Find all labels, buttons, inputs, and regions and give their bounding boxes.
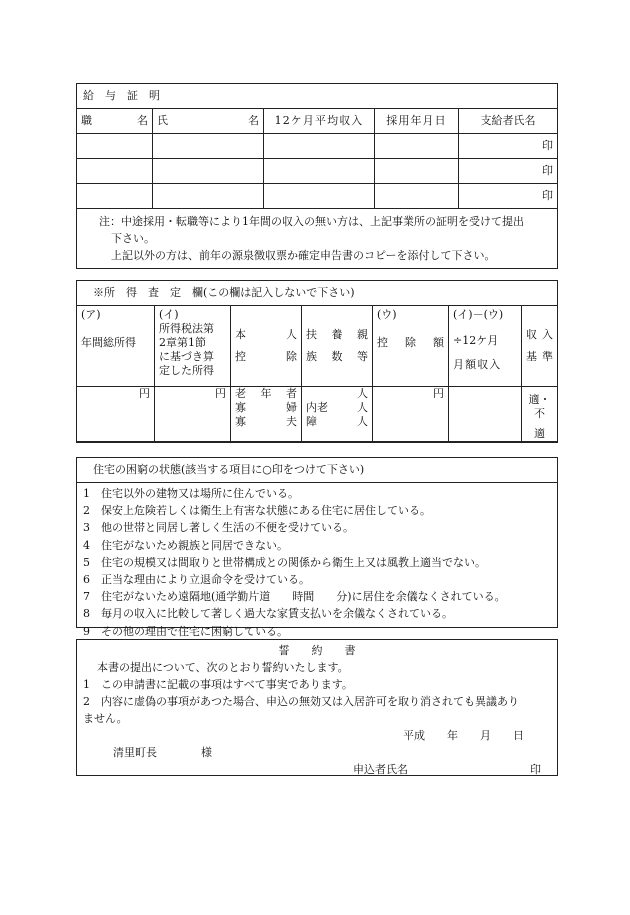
header-hire-date: 採用年月日 bbox=[375, 109, 459, 133]
col-self-deduction: 本 人 控 除 bbox=[231, 306, 302, 386]
income-assessment-section bbox=[76, 280, 558, 443]
header-avg-income: 12ケ月平均収入 bbox=[264, 109, 375, 133]
avg-income-cell[interactable] bbox=[264, 183, 375, 208]
avg-income-cell[interactable] bbox=[264, 133, 375, 158]
table-row bbox=[77, 386, 557, 441]
list-item[interactable]: 1 住宅以外の建物又は場所に住んでいる。 bbox=[83, 487, 299, 500]
col-annual-income: (ア) 年間総所得 bbox=[77, 306, 155, 386]
job-cell[interactable] bbox=[77, 133, 153, 158]
pledge-seal: 印 bbox=[530, 763, 541, 776]
seal-mark: 印 bbox=[459, 183, 558, 208]
col-deduction-amount: (ウ) 控 除 額 bbox=[373, 306, 449, 386]
taxable-income-value: 円 bbox=[155, 386, 231, 441]
eligibility-result: 適・不 適 bbox=[522, 386, 558, 441]
pledge-intro: 本書の提出について、次のとおり誓約いたします。 bbox=[97, 661, 349, 674]
table-row bbox=[77, 183, 557, 208]
list-item[interactable]: 5 住宅の規模又は間取りと世帯構成との関係から衛生上又は風教上適当でない。 bbox=[83, 555, 486, 569]
name-cell[interactable] bbox=[153, 158, 264, 183]
pledge-item-2: 2 内容に虚偽の事項があつた場合、申込の無効又は入居許可を取り消されても異議あり bbox=[83, 695, 519, 708]
hire-date-cell[interactable] bbox=[375, 133, 459, 158]
applicant-name-label: 申込者氏名 bbox=[353, 763, 408, 776]
assessment-title: ※所 得 査 定 欄(この欄は記入しないで下さい) bbox=[77, 281, 557, 306]
name-cell[interactable] bbox=[153, 183, 264, 208]
pledge-title: 誓 約 書 bbox=[278, 644, 356, 657]
name-cell[interactable] bbox=[153, 133, 264, 158]
list-item[interactable]: 6 正当な理由により立退命令を受けている。 bbox=[83, 573, 310, 587]
job-cell[interactable] bbox=[77, 158, 153, 183]
list-item[interactable]: 7 住宅がないため遠隔地(通学勤片道 時間 分)に居住を余儀なくされている。 bbox=[83, 590, 506, 604]
self-deduction-detail: 老 年 者 寡 婦 寡 夫 bbox=[231, 386, 302, 441]
header-payer: 支給者氏名 bbox=[459, 109, 558, 133]
pledge-section bbox=[76, 639, 558, 776]
housing-list bbox=[77, 483, 557, 642]
col-dependents: 扶 養 親 族 数 等 bbox=[302, 306, 373, 386]
table-row bbox=[77, 133, 557, 158]
header-name: 氏 名 bbox=[153, 109, 264, 133]
salary-table bbox=[77, 109, 557, 209]
deduction-value: 円 bbox=[373, 386, 449, 441]
pledge-addressee: 清里町長 様 bbox=[113, 746, 212, 759]
annual-income-value: 円 bbox=[77, 386, 155, 441]
salary-certificate-section bbox=[76, 83, 558, 269]
list-item[interactable]: 9 その他の理由で住宅に困窮している。 bbox=[83, 624, 288, 638]
salary-note: 注：中途採用・転職等により1年間の収入の無い方は、上記事業所の証明を受けて提出 下さい。 上記以外の方は、前年の源泉徴収票か確定申告書のコピーを添付して下さい。 bbox=[99, 214, 524, 262]
hire-date-cell[interactable] bbox=[375, 158, 459, 183]
list-item[interactable]: 2 保安上危険若しくは衛生上有害な状態にある住宅に居住している。 bbox=[83, 504, 431, 518]
list-item[interactable]: 4 住宅がないため親族と同居できない。 bbox=[83, 538, 288, 552]
housing-hardship-section bbox=[76, 457, 558, 638]
col-monthly-income: (イ)－(ウ) ÷12ケ月 月額収入 bbox=[449, 306, 522, 386]
header-job: 職 名 bbox=[77, 109, 153, 133]
monthly-income-value bbox=[449, 386, 522, 441]
assessment-table bbox=[77, 306, 557, 442]
table-row bbox=[77, 158, 557, 183]
pledge-item-2-cont: ません。 bbox=[83, 712, 128, 725]
dependents-detail: 人 内老 人 障 人 bbox=[302, 386, 373, 441]
pledge-item-1: 1 この申請書に記載の事項はすべて事実であります。 bbox=[83, 678, 353, 691]
seal-mark: 印 bbox=[459, 133, 558, 158]
salary-title: 給 与 証 明 bbox=[77, 84, 557, 109]
hire-date-cell[interactable] bbox=[375, 183, 459, 208]
list-item[interactable]: 8 毎月の収入に比較して著しく過大な家賃支払いを余儀なくされている。 bbox=[83, 607, 453, 621]
job-cell[interactable] bbox=[77, 183, 153, 208]
seal-mark: 印 bbox=[459, 158, 558, 183]
housing-title: 住宅の困窮の状態(該当する項目に○印をつけて下さい) bbox=[77, 458, 557, 483]
pledge-date[interactable]: 平成 年 月 日 bbox=[403, 729, 524, 742]
avg-income-cell[interactable] bbox=[264, 158, 375, 183]
col-income-standard: 収 入 基 準 bbox=[522, 306, 558, 386]
col-taxable-income: (イ) 所得税法第 2章第1節 に基づき算 定した所得 bbox=[155, 306, 231, 386]
list-item[interactable]: 3 他の世帯と同居し著しく生活の不便を受けている。 bbox=[83, 521, 354, 535]
